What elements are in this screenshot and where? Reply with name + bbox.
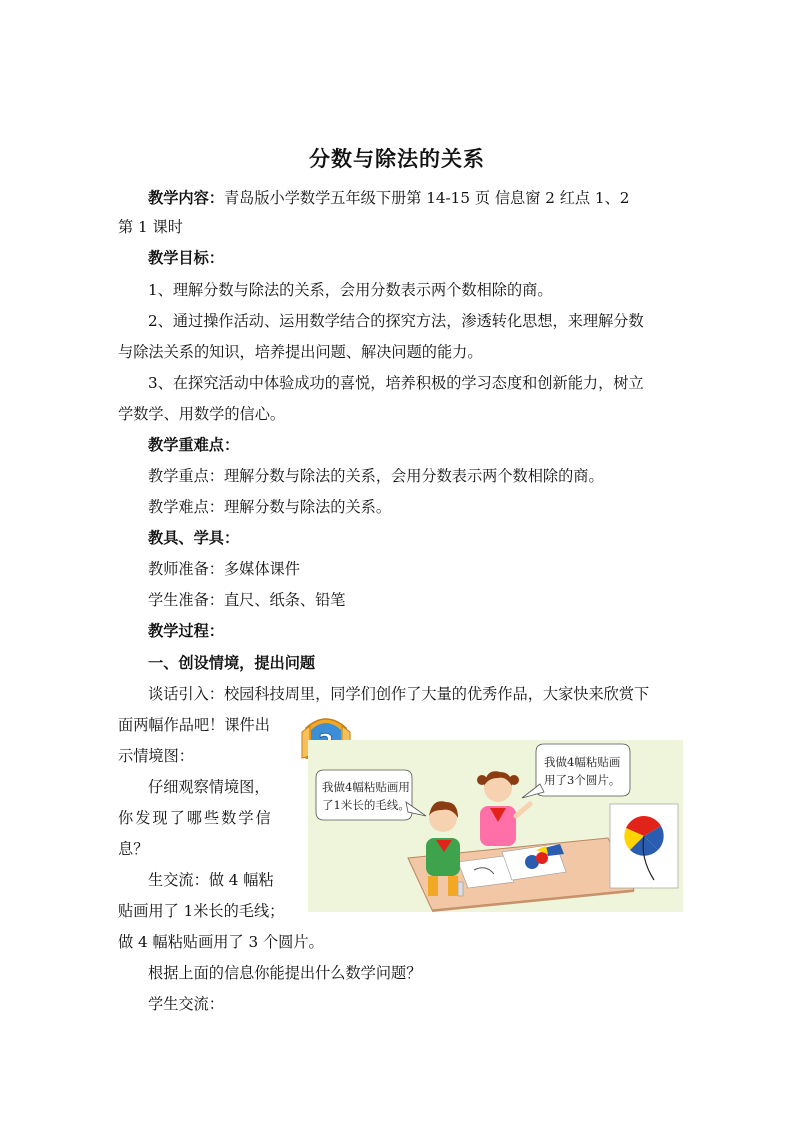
intro-line-1: 谈话引入：校园科技周里，同学们创作了大量的优秀作品，大家快来欣赏下 [148, 685, 650, 703]
goal-2-line-2: 与除法关系的知识，培养提出问题、解决问题的能力。 [118, 343, 483, 361]
girl-right [477, 771, 530, 846]
exchange-line-3: 做 4 幅粘贴画用了 3 个圆片。 [118, 933, 324, 951]
exchange-line-2: 贴画用了 1米长的毛线； [118, 902, 285, 920]
goals-heading: 教学目标： [148, 249, 224, 267]
glue-bottle [458, 882, 463, 896]
section-1-heading: 一、创设情境，提出问题 [148, 654, 316, 672]
goal-1: 1、理解分数与除法的关系，会用分数表示两个数相除的商。 [148, 281, 553, 299]
lesson-number: 第 1 课时 [118, 218, 183, 236]
observe-line-3: 息？ [118, 840, 149, 858]
teaching-content-text: 青岛版小学数学五年级下册第 14-15 页 信息窗 2 红点 1、2 [223, 189, 630, 207]
document-title: 分数与除法的关系 [309, 147, 485, 171]
paper-circle-red [536, 852, 548, 864]
tools-heading: 教具、学具： [148, 529, 240, 547]
student-prep: 学生准备：直尺、纸条、铅笔 [148, 591, 346, 609]
situation-illustration [308, 740, 683, 912]
speech-bubble-left [316, 770, 426, 820]
process-heading: 教学过程： [148, 622, 224, 640]
key-point: 教学重点：理解分数与除法的关系，会用分数表示两个数相除的商。 [148, 467, 604, 485]
intro-line-2: 面两幅作品吧！课件出 [118, 716, 270, 734]
bubble-left-line-1: 我做4幅粘贴画用 [322, 780, 410, 794]
teaching-content-label: 教学内容： [148, 189, 224, 207]
difficult-point: 教学难点：理解分数与除法的关系。 [148, 498, 391, 516]
goal-3-line-1: 3、在探究活动中体验成功的喜悦，培养积极的学习态度和创新能力，树立 [148, 374, 644, 392]
framed-circle-artwork [610, 804, 678, 888]
bubble-left-line-2: 了1米长的毛线。 [322, 798, 410, 812]
bubble-right-line-2: 用了3个圆片。 [544, 773, 621, 787]
teaching-content-line [148, 188, 629, 208]
goal-2-line-1: 2、通过操作活动、运用数学结合的探究方法，渗透转化思想，来理解分数 [148, 312, 644, 330]
student-talk-line: 学生交流： [148, 995, 224, 1013]
observe-line-1: 仔细观察情境图， [148, 778, 270, 796]
observe-line-2: 你发现了哪些数学信 [118, 809, 273, 827]
teacher-prep: 教师准备：多媒体课件 [148, 560, 300, 578]
goal-3-line-2: 学数学、用数学的信心。 [118, 405, 286, 423]
bubble-right-line-1: 我做4幅粘贴画 [544, 755, 621, 769]
question-line: 根据上面的信息你能提出什么数学问题？ [148, 964, 422, 982]
exchange-line-1: 生交流：做 4 幅粘 [148, 871, 274, 889]
intro-line-3: 示情境图： [118, 747, 194, 765]
key-points-heading: 教学重难点： [148, 436, 240, 454]
speech-bubble-right [522, 744, 630, 798]
illustration-drawing [308, 740, 683, 912]
